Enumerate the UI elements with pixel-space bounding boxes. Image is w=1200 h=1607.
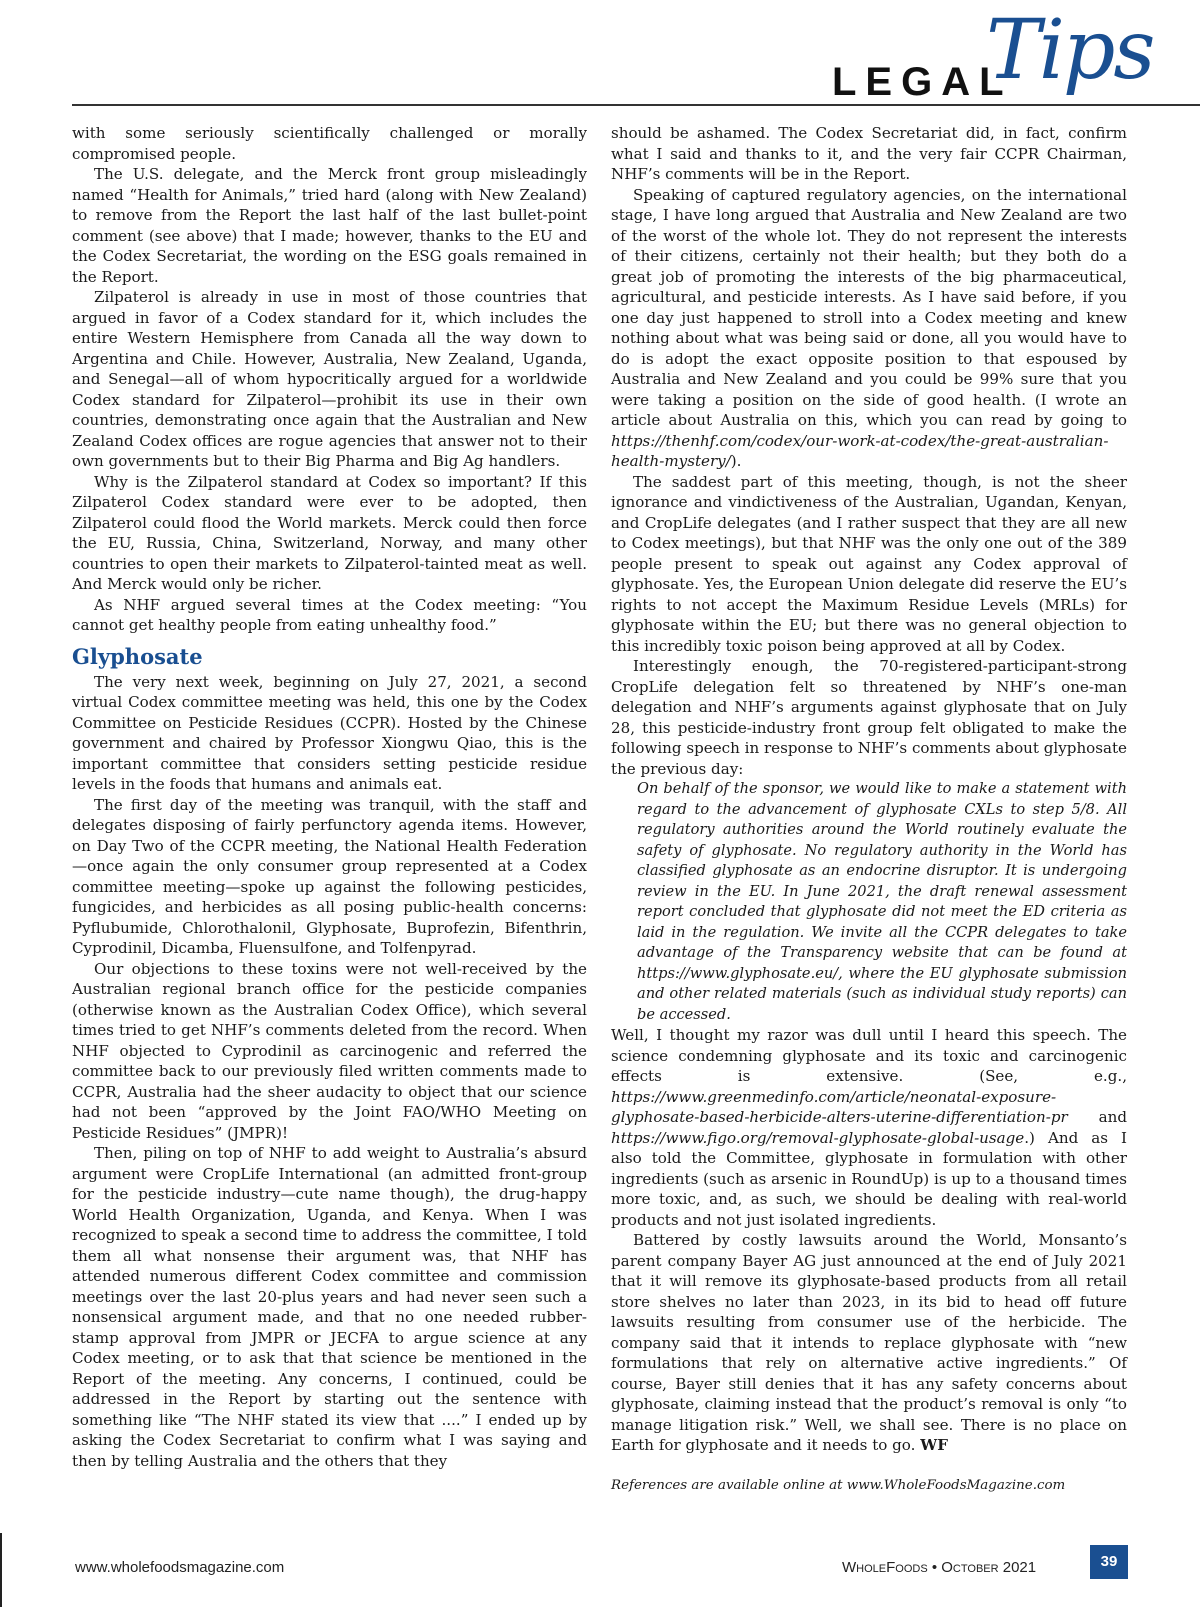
- paragraph-text: Speaking of captured regulatory agencies, on the international stage, I have long argued that Australia and New Zealand are two of the worst of the whole lot. They do not represent the interests of their citizens, certainly not their health; but they both do a great job of promoting the interests of the big pharmaceutical, agricultural, and pesticide interests. As I have said before, if you one day just happened to stroll into a Codex meeting and knew nothing about what was being said or done, all you would have to do is adopt the exact opposite position to that espoused by Australia and New Zealand and you could be 99% sure that you were taking a position on the side of good health. (I wrote an article about Australia on this, which you can read by going to: [611, 185, 1127, 429]
- paragraph: As NHF argued several times at the Codex meeting: “You cannot get healthy people from eating unhealthy food.”: [72, 595, 587, 634]
- wf-signoff: WF: [920, 1436, 948, 1454]
- paragraph: with some seriously scientifically challenged or morally compromised people.: [72, 124, 587, 163]
- figo-link[interactable]: https://www.figo.org/removal-glyphosate-global-usage: [611, 1128, 1025, 1147]
- croplife-statement-quote: On behalf of the sponsor, we would like to make a statement with regard to the advancement of glyphosate CXLs to step 5/8. All regulatory authorities around the World routinely evaluate the safety of glyphosate. No regulatory authority in the World has classified glyphosate as an endocrine disruptor. It is undergoing review in the EU. In June 2021, the draft renewal assessment report concluded that glyphosate did not meet the ED criteria as laid in the regulation. We invite all the CCPR delegates to take advantage of the Transparency website that can be found at https://www.glyphosate.eu/, where the EU glyphosate submission and other related materials (such as individual study reports) can be accessed.: [637, 780, 1127, 1023]
- paragraph-text: ).: [730, 452, 742, 470]
- left-column: [72, 123, 587, 1471]
- paragraph: The saddest part of this meeting, though, is not the sheer ignorance and vindictiveness of the Australian, Ugandan, Kenyan, and CropLife delegates (and I rather suspect that they are all new to Codex meetings), but that NHF was the only one out of the 389 people present to speak out against any Codex approval of glyphosate. Yes, the European Union delegate did reserve the EU’s rights to not accept the Maximum Residue Levels (MRLs) for glyphosate within the EU; but there was no general objection to this incredibly toxic poison being approved at all by Codex.: [611, 472, 1127, 655]
- paragraph: [611, 1230, 1127, 1456]
- references-note: References are available online at www.WholeFoodsMagazine.com: [611, 1477, 1066, 1493]
- paragraph: The very next week, beginning on July 27, 2021, a second virtual Codex committee meeting was held, this one by the Codex Committee on Pesticide Residues (CCPR). Hosted by the Chinese government and chaired by Professor Xiongwu Qiao, this is the important committee that considers setting pesticide residue levels in the foods that humans and animals eat.: [72, 672, 587, 793]
- footer-website[interactable]: www.wholefoodsmagazine.com: [75, 1559, 285, 1576]
- header-divider: [72, 104, 1200, 106]
- section-title-tips: Tips: [986, 3, 1154, 98]
- paragraph-text: Battered by costly lawsuits around the World, Monsanto’s parent company Bayer AG just announced at the end of July 2021 that it will remove its glyphosate-based products from all retail store shelves no later than 2023, in its bid to head off future lawsuits resulting from consumer use of the herbicide. The company said that it intends to replace glyphosate with “new formulations that rely on alternative active ingredients.” Of course, Bayer still denies that it has any safety concerns about glyphosate, claiming instead that the product’s removal is only “to manage litigation risk.” Well, we shall see. There is no place on Earth for glyphosate and it needs to go.: [611, 1231, 1127, 1454]
- paragraph: [611, 185, 1127, 472]
- paragraph: should be ashamed. The Codex Secretariat did, in fact, confirm what I said and thanks to it, and the very fair CCPR Chairman, NHF’s comments will be in the Report.: [611, 124, 1127, 183]
- paragraph-text: and: [1098, 1108, 1127, 1126]
- section-heading-glyphosate: Glyphosate: [72, 643, 203, 669]
- paragraph-text: Well, I thought my razor was dull until I heard this speech. The science condemning glyphosate and its toxic and carcinogenic effects is extensive. (See, e.g.,: [611, 1026, 1127, 1085]
- right-column: [611, 123, 1127, 1496]
- paragraph: The first day of the meeting was tranquil, with the staff and delegates disposing of fairly perfunctory agenda items. However, on Day Two of the CCPR meeting, the National Health Federation—once again the only consumer group represented at a Codex committee meeting—spoke up against the following pesticides, fungicides, and herbicides as all posing public-health concerns: Pyflubumide, Chlorothalonil, Glyphosate, Buprofezin, Bifenthrin, Cyprodinil, Dicamba, Fluensulfone, and Tolfenpyrad.: [72, 795, 587, 957]
- margin-rule: [0, 1533, 2, 1607]
- paragraph: Interestingly enough, the 70-registered-participant-strong CropLife delegation felt so threatened by NHF’s one-man delegation and NHF’s arguments against glyphosate that on July 28, this pesticide-industry front group felt obligated to make the following speech in response to NHF’s comments about glyphosate the previous day:: [611, 657, 1127, 778]
- greenmedinfo-link[interactable]: https://www.greenmedinfo.com/article/neonatal-exposure-glyphosate-based-herbicide-alters-uterine-differentiation-pr: [611, 1087, 1068, 1126]
- paragraph: Our objections to these toxins were not well-received by the Australian regional branch office for the pesticide companies (otherwise known as the Australian Codex Office), which several times tried to get NHF’s comments deleted from the record. When NHF objected to Cyprodinil as carcinogenic and referred the committee back to our previously filed written comments made to CCPR, Australia had the sheer audacity to object that our science had not been “approved by the Joint FAO/WHO Meeting on Pesticide Residues” (JMPR)!: [72, 959, 587, 1142]
- paragraph: Then, piling on top of NHF to add weight to Australia’s absurd argument were CropLife International (an admitted front-group for the pesticide industry—cute name though), the drug-happy World Health Organization, Uganda, and Kenya. When I was recognized to speak a second time to address the committee, I told them all what nonsense their argument was, that NHF has attended numerous different Codex committee and commission meetings over the last 20-plus years and had never seen such a nonsensical argument made, and that no one needed rubber-stamp approval from JMPR or JECFA to argue science at any Codex meeting, or to ask that that science be mentioned in the Report of the meeting. Any concerns, I continued, could be addressed in the Report by starting out the sentence with something like “The NHF stated its view that ....” I ended up by asking the Codex Secretariat to confirm what I was saying and then by telling Australia and the others that they: [72, 1144, 587, 1470]
- paragraph-text: .) And as I also told the Committee, glyphosate in formulation with other ingredients (such as arsenic in RoundUp) is up to a thousand times more toxic, and, as such, we should be dealing with real-world products and not just isolated ingredients.: [611, 1128, 1127, 1229]
- footer-magazine-issue: WholeFoods • October 2021: [842, 1559, 1037, 1576]
- article-link[interactable]: https://thenhf.com/codex/our-work-at-codex/the-great-australian-health-mystery/: [611, 431, 1109, 470]
- page-number: 39: [1090, 1545, 1128, 1579]
- paragraph: Why is the Zilpaterol standard at Codex so important? If this Zilpaterol Codex standard were ever to be adopted, then Zilpaterol could flood the World markets. Merck could then force the EU, Russia, China, Switzerland, Norway, and many other countries to open their markets to Zilpaterol-tainted meat as well. And Merck would only be richer.: [72, 472, 587, 593]
- section-title-legal: LEGAL: [832, 60, 1013, 104]
- paragraph: [611, 1025, 1127, 1230]
- paragraph: Zilpaterol is already in use in most of those countries that argued in favor of a Codex standard for it, which includes the entire Western Hemisphere from Canada all the way down to Argentina and Chile. However, Australia, New Zealand, Uganda, and Senegal—all of whom hypocritically argued for a worldwide Codex standard for Zilpaterol—prohibit its use in their own countries, demonstrating once again that the Australian and New Zealand Codex offices are rogue agencies that answer not to their own governments but to their Big Pharma and Big Ag handlers.: [72, 288, 587, 470]
- paragraph: The U.S. delegate, and the Merck front group misleadingly named “Health for Animals,” tried hard (along with New Zealand) to remove from the Report the last half of the last bullet-point comment (see above) that I made; however, thanks to the EU and the Codex Secretariat, the wording on the ESG goals remained in the Report.: [72, 165, 587, 286]
